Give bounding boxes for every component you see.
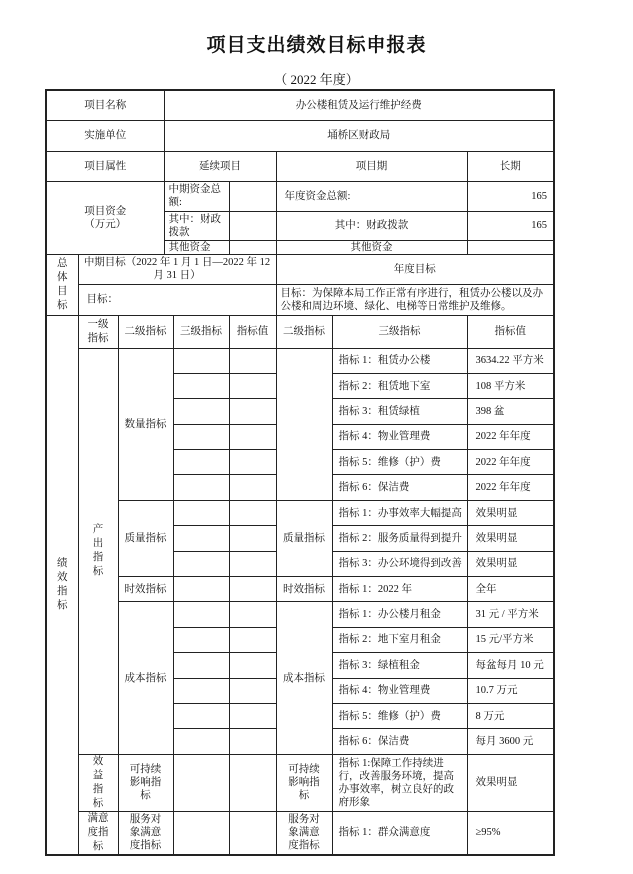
project-name-value: 办公楼租赁及运行维护经费 — [164, 90, 554, 120]
level2-indicator-right: 时效指标 — [276, 577, 332, 602]
indicator-value-left-empty — [229, 424, 276, 449]
mid-other-value — [229, 240, 276, 254]
level3-indicator: 指标 6：保洁费 — [332, 729, 467, 754]
indicator-value-left-empty — [229, 500, 276, 525]
level2-indicator-left: 质量指标 — [118, 500, 173, 576]
indicator-value: 8 万元 — [467, 703, 554, 728]
level2-indicator-left: 服务对象满意度指标 — [118, 811, 173, 855]
level3-indicator: 指标 3：办公环境得到改善 — [332, 551, 467, 576]
level3-indicator: 指标 1：2022 年 — [332, 577, 467, 602]
level3-indicator-left-empty — [173, 348, 229, 373]
annual-other-label: 其他资金 — [276, 240, 467, 254]
indicator-value: 31 元 / 平方米 — [467, 602, 554, 627]
indicator-row — [46, 500, 554, 525]
indicator-value: 全年 — [467, 577, 554, 602]
indicator-value-left-empty — [229, 703, 276, 728]
level2-indicator-right: 质量指标 — [276, 500, 332, 576]
level3-indicator: 指标 5：维修（护）费 — [332, 450, 467, 475]
header-level2-right: 二级指标 — [276, 315, 332, 348]
level3-indicator-left-empty — [173, 399, 229, 424]
level3-indicator-left-empty — [173, 577, 229, 602]
level2-indicator-left: 可持续影响指标 — [118, 754, 173, 811]
mid-goal-text: 目标： — [78, 284, 276, 315]
level3-indicator: 指标 3：租赁绿植 — [332, 399, 467, 424]
indicator-value-left-empty — [229, 526, 276, 551]
level3-indicator: 指标 4：物业管理费 — [332, 424, 467, 449]
goals-label: 总体目标 — [46, 254, 78, 315]
indicator-value-left-empty — [229, 373, 276, 398]
header-level3-left: 三级指标 — [173, 315, 229, 348]
level1-indicator: 效益指标 — [78, 754, 118, 811]
indicator-value-left-empty — [229, 627, 276, 652]
header-level3-right: 三级指标 — [332, 315, 467, 348]
indicator-row — [46, 754, 554, 811]
level3-indicator-left-empty — [173, 373, 229, 398]
level3-indicator: 指标 5：维修（护）费 — [332, 703, 467, 728]
attr-value: 延续项目 — [164, 151, 276, 181]
indicator-value-left-empty — [229, 348, 276, 373]
indicator-value-left-empty — [229, 653, 276, 678]
level3-indicator-left-empty — [173, 678, 229, 703]
level2-indicator-right — [276, 348, 332, 500]
indicator-value: 3634.22 平方米 — [467, 348, 554, 373]
level2-indicator-right: 成本指标 — [276, 602, 332, 754]
indicator-value-left-empty — [229, 678, 276, 703]
indicator-value: 2022 年年度 — [467, 450, 554, 475]
header-level1: 一级指标 — [78, 315, 118, 348]
header-value-left: 指标值 — [229, 315, 276, 348]
level1-indicator: 满意度指标 — [78, 811, 118, 855]
indicator-value: ≥95% — [467, 811, 554, 855]
indicator-value: 108 平方米 — [467, 373, 554, 398]
annual-fiscal-label: 其中：财政拨款 — [276, 211, 467, 240]
unit-value: 埇桥区财政局 — [164, 120, 554, 151]
indicators-label: 绩效指标 — [46, 315, 78, 855]
attr-label: 项目属性 — [46, 151, 164, 181]
annual-goal-header: 年度目标 — [276, 254, 554, 284]
indicator-value-left-empty — [229, 729, 276, 754]
level2-indicator-right: 可持续影响指标 — [276, 754, 332, 811]
indicator-row — [46, 577, 554, 602]
indicator-value: 效果明显 — [467, 754, 554, 811]
level3-indicator: 指标 2：地下室月租金 — [332, 627, 467, 652]
indicator-value-left-empty — [229, 399, 276, 424]
project-name-label: 项目名称 — [46, 90, 164, 120]
level3-indicator-left-empty — [173, 729, 229, 754]
indicator-value: 效果明显 — [467, 526, 554, 551]
indicator-value: 10.7 万元 — [467, 678, 554, 703]
level3-indicator-left-empty — [173, 450, 229, 475]
indicator-value-left-empty — [229, 450, 276, 475]
funds-label: 项目资金（万元） — [46, 181, 164, 254]
indicator-value-left-empty — [229, 577, 276, 602]
level3-indicator-left-empty — [173, 424, 229, 449]
mid-fiscal-value — [229, 211, 276, 240]
level2-indicator-left: 时效指标 — [118, 577, 173, 602]
indicator-value: 每月 3600 元 — [467, 729, 554, 754]
annual-fiscal-value: 165 — [467, 211, 554, 240]
level3-indicator: 指标 4：物业管理费 — [332, 678, 467, 703]
indicator-value: 2022 年年度 — [467, 475, 554, 500]
indicator-value-left-empty — [229, 811, 276, 855]
performance-target-table — [45, 89, 555, 856]
level3-indicator: 指标 2：服务质量得到提升 — [332, 526, 467, 551]
annual-total-value: 165 — [467, 181, 554, 211]
level3-indicator: 指标 1：租赁办公楼 — [332, 348, 467, 373]
indicator-value: 398 盆 — [467, 399, 554, 424]
indicator-value: 效果明显 — [467, 551, 554, 576]
indicator-value-left-empty — [229, 475, 276, 500]
level3-indicator-left-empty — [173, 475, 229, 500]
level3-indicator: 指标 1:保障工作持续进行，改善服务环境，提高办事效率，树立良好的政府形象 — [332, 754, 467, 811]
level3-indicator-left-empty — [173, 526, 229, 551]
period-value: 长期 — [467, 151, 554, 181]
level3-indicator-left-empty — [173, 653, 229, 678]
mid-total-label: 中期资金总额: — [164, 181, 229, 211]
indicator-value-left-empty — [229, 551, 276, 576]
year-subtitle: （ 2022 年度） — [274, 72, 359, 87]
annual-goal-text: 目标：为保障本局工作正常有序进行，租赁办公楼以及办公楼和周边环境、绿化、电梯等日常维护及维修。 — [276, 284, 554, 315]
level3-indicator: 指标 3：绿植租金 — [332, 653, 467, 678]
indicator-row — [46, 602, 554, 627]
indicator-value: 每盆每月 10 元 — [467, 653, 554, 678]
level2-indicator-right: 服务对象满意度指标 — [276, 811, 332, 855]
level3-indicator-left-empty — [173, 703, 229, 728]
period-label: 项目期 — [276, 151, 467, 181]
level2-indicator-left: 成本指标 — [118, 602, 173, 754]
page-title: 项目支出绩效目标申报表 — [206, 34, 427, 56]
level3-indicator: 指标 1：办公楼月租金 — [332, 602, 467, 627]
indicator-row — [46, 811, 554, 855]
level1-indicator: 产出指标 — [78, 348, 118, 754]
level3-indicator-left-empty — [173, 551, 229, 576]
indicator-value: 15 元/平方米 — [467, 627, 554, 652]
mid-total-value — [229, 181, 276, 211]
level3-indicator-left-empty — [173, 754, 229, 811]
level3-indicator-left-empty — [173, 627, 229, 652]
level3-indicator: 指标 1：办事效率大幅提高 — [332, 500, 467, 525]
unit-label: 实施单位 — [46, 120, 164, 151]
mid-goal-header: 中期目标（2022 年 1 月 1 日—2022 年 12 月 31 日） — [78, 254, 276, 284]
mid-fiscal-label: 其中：财政拨款 — [164, 211, 229, 240]
indicator-value-left-empty — [229, 602, 276, 627]
annual-total-label: 年度资金总额: — [276, 181, 467, 211]
mid-other-label: 其他资金 — [164, 240, 229, 254]
header-value-right: 指标值 — [467, 315, 554, 348]
indicator-value: 2022 年年度 — [467, 424, 554, 449]
level3-indicator: 指标 2：租赁地下室 — [332, 373, 467, 398]
header-level2-left: 二级指标 — [118, 315, 173, 348]
annual-other-value — [467, 240, 554, 254]
level2-indicator-left: 数量指标 — [118, 348, 173, 500]
level3-indicator-left-empty — [173, 602, 229, 627]
level3-indicator: 指标 1：群众满意度 — [332, 811, 467, 855]
level3-indicator: 指标 6：保洁费 — [332, 475, 467, 500]
indicator-row — [46, 348, 554, 373]
indicator-value-left-empty — [229, 754, 276, 811]
level3-indicator-left-empty — [173, 811, 229, 855]
level3-indicator-left-empty — [173, 500, 229, 525]
indicator-value: 效果明显 — [467, 500, 554, 525]
